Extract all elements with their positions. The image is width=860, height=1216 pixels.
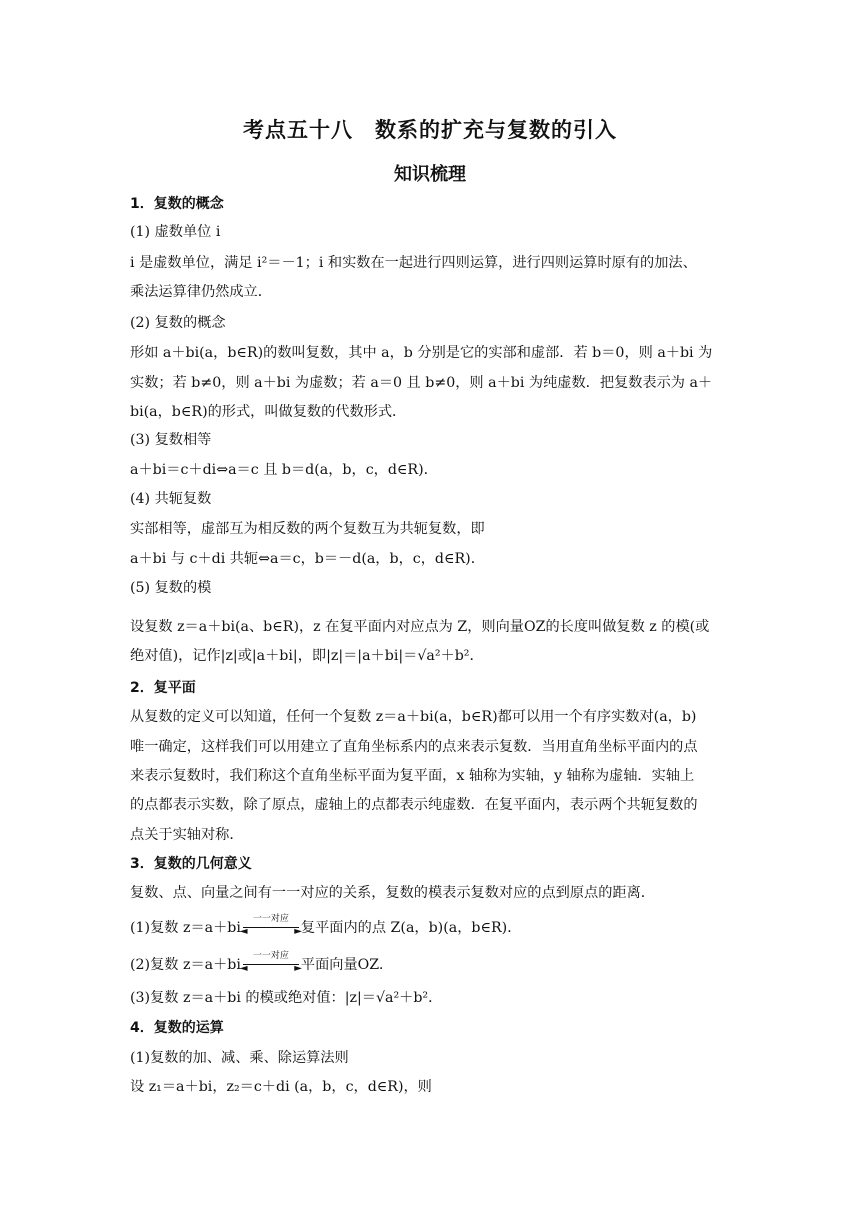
subheading-imaginary-unit: (1) 虚数单位 i: [130, 224, 221, 240]
paragraph-line: 设复数 z＝a＋bi(a、b∈R)，z 在复平面内对应点为 Z，则向量OZ的长度叫做复数 z 的模(或: [130, 619, 710, 635]
subheading-complex-concept: (2) 复数的概念: [130, 315, 226, 331]
paragraph-line: 实数；若 b≠0，则 a＋bi 为虚数；若 a＝0 且 b≠0，则 a＋bi 为纯虚数．把复数表示为 a＋: [130, 375, 713, 391]
paragraph-line: 从复数的定义可以知道，任何一个复数 z＝a＋bi(a，b∈R)都可以用一个有序实数对(a，b): [130, 709, 697, 725]
subheading-modulus: (5) 复数的模: [130, 580, 212, 596]
mapping-line-1: [130, 914, 740, 938]
heading-4: 4．复数的运算: [130, 1020, 224, 1036]
paragraph-line: 复数、点、向量之间有一一对应的关系，复数的模表示复数对应的点到原点的距离．: [130, 885, 655, 901]
formula-line: a＋bi＝c＋di⇔a＝c 且 b＝d(a，b，c，d∈R)．: [130, 462, 438, 478]
subheading-conjugate: (4) 共轭复数: [130, 491, 212, 507]
heading-2: 2．复平面: [130, 680, 196, 696]
formula-line: 设 z₁＝a＋bi，z₂＝c＋di (a，b，c，d∈R)，则: [130, 1079, 432, 1095]
page-title: 考点五十八 数系的扩充与复数的引入: [243, 118, 617, 142]
mapping-left: (2)复数 z＝a＋bi: [130, 957, 241, 973]
section-subtitle: 知识梳理: [394, 164, 466, 185]
arrow-label: 一一对应: [252, 951, 289, 961]
formula-line: (3)复数 z＝a＋bi 的模或绝对值：|z|＝√a²＋b²．: [130, 990, 443, 1006]
paragraph-line: 的点都表示实数，除了原点，虚轴上的点都表示纯虚数．在复平面内，表示两个共轭复数的: [130, 797, 698, 813]
paragraph-line: bi(a，b∈R)的形式，叫做复数的代数形式．: [130, 404, 407, 420]
paragraph-line: 实部相等，虚部互为相反数的两个复数互为共轭复数，即: [130, 521, 485, 537]
heading-3: 3．复数的几何意义: [130, 856, 252, 872]
bidirectional-arrow-icon: 一一对应 ◄ ►: [241, 955, 301, 971]
paragraph-line: 点关于实轴对称．: [130, 827, 244, 843]
subheading-operations: (1)复数的加、减、乘、除运算法则: [130, 1050, 349, 1066]
paragraph-line: 绝对值)，记作|z|或|a＋bi|，即|z|＝|a＋bi|＝√a²＋b²．: [130, 648, 484, 664]
mapping-line-2: [130, 951, 740, 975]
bidirectional-arrow-icon: 一一对应 ◄ ►: [241, 918, 301, 934]
formula-line: a＋bi 与 c＋di 共轭⇔a＝c，b＝－d(a，b，c，d∈R)．: [130, 551, 485, 567]
paragraph-line: 来表示复数时，我们称这个直角坐标平面为复平面，x 轴称为实轴，y 轴称为虚轴．实轴上: [130, 768, 695, 784]
subheading-equality: (3) 复数相等: [130, 432, 212, 448]
mapping-left: (1)复数 z＝a＋bi: [130, 920, 241, 936]
mapping-right: 平面向量OZ.: [300, 957, 384, 973]
paragraph-line: 唯一确定，这样我们可以用建立了直角坐标系内的点来表示复数．当用直角坐标平面内的点: [130, 739, 698, 755]
heading-1: 1．复数的概念: [130, 196, 224, 212]
mapping-right: 复平面内的点 Z(a，b)(a，b∈R)．: [300, 920, 522, 936]
paragraph-line: 形如 a＋bi(a，b∈R)的数叫复数，其中 a，b 分别是它的实部和虚部．若 b＝0，则 a＋bi 为: [130, 345, 713, 361]
paragraph-line: 乘法运算律仍然成立．: [130, 284, 272, 300]
arrow-label: 一一对应: [252, 914, 289, 924]
paragraph-line: i 是虚数单位，满足 i²＝－1；i 和实数在一起进行四则运算，进行四则运算时原有的加法、: [130, 255, 697, 271]
